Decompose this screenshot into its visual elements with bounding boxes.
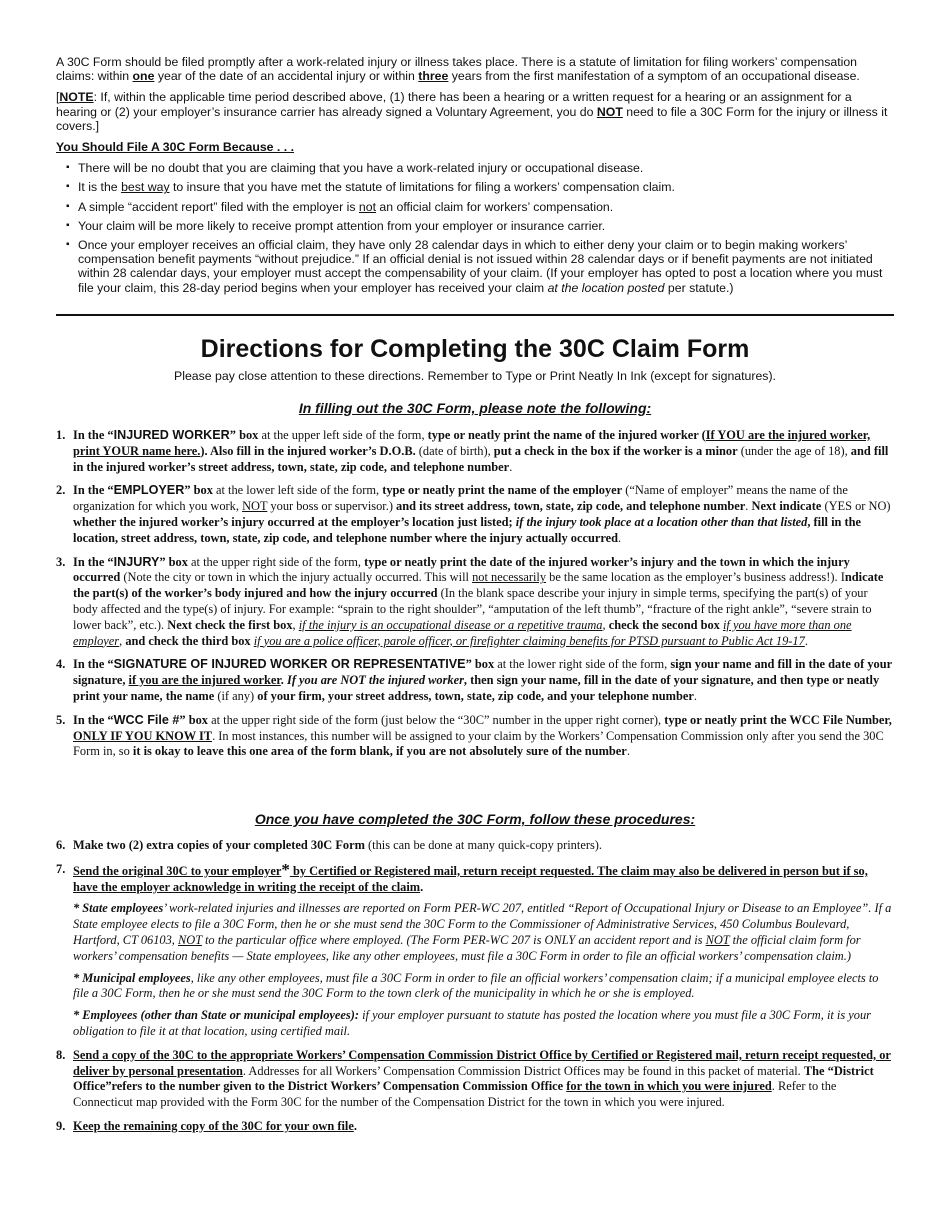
list-item: 1. In the “INJURED WORKER” box at the upper left side of the form, type or neatly print the name of the injured worker (If YOU are the injured worker, print YOUR name here.). Also fill in the injured worker’s D.O.B. (date of birth), put a check in the box if the worker is a minor (under the age of 18), and fill in the injured worker’s street address, town, state, zip code, and telephone number. [56, 428, 889, 474]
employee-notes [73, 901, 894, 1039]
list-item: ▪ There will be no doubt that you are claiming that you have a work-related injury or occupational disease. [66, 161, 894, 175]
list-item: 3. In the “INJURY” box at the upper right side of the form, type or neatly print the date of the injured worker’s injury and the town in which the injury occurred (Note the city or town in which the injury actually occurred. This will not necessarily be the same location as the employer’s business address!). Indicate the part(s) of the worker’s body injured and how the injury occurred (In the blank space describe your injury in simple terms, specifying the part(s) of your body affected and the type(s) of injury. For example: “sprain to the right shoulder”, “amputation of the left thumb”, “fracture of the right ankle”, “severe strain to lower back”, etc.). Next check the first box, if the injury is an occupational disease or a repetitive trauma, check the second box if you have more than one employer, and check the third box if you are a police officer, parole officer, or firefighter claiming benefits for PTSD pursuant to Public Act 19-17. [56, 554, 884, 648]
list-item: ▪ A simple “accident report” filed with the employer is not an official claim for workers’ compensation. [66, 200, 894, 214]
file-reasons-heading: You Should File A 30C Form Because . . . [56, 140, 295, 155]
municipal-employees-note: * Municipal employees, like any other employees, must file a 30C Form in order to file an official workers’ compensation claim; if a municipal employee elects to file a 30C Form, then he or she must send the 30C Form to the town clerk of the municipality in which he or she is employed. [73, 970, 879, 1001]
list-item: 8. Send a copy of the 30C to the appropriate Workers’ Compensation Commission District Office by Certified or Registered mail, return receipt requested, or deliver by personal presentation. Addresses for all Workers’ Compensation Commission District Offices may be found in this packet of material. The “District Office”refers to the number given to the District Workers’ Compensation Commission Office for the town in which you were injured. Refer to the Connecticut map provided with the Form 30C for the number of the Compensation District for the town in which you were injured. [56, 1047, 891, 1110]
list-item: 5. In the “WCC File #” box at the upper right side of the form (just below the “30C” number in the upper right corner), type or neatly print the WCC File Number, ONLY IF YOU KNOW IT. In most instances, this number will be assigned to your claim by the Workers’ Compensation Commission only after you send the 30C Form in, so it is okay to leave this one area of the form blank, if you are not absolutely sure of the number. [56, 712, 892, 759]
state-employees-note: * State employees’ work-related injuries and illnesses are reported on Form PER-WC 207, entitled “Report of Occupational Injury or Disease to an Employee”. If a State employee elects to file a 30C Form, then he or she must send the 30C Form to the Commissioner of Administrative Services, 450 Columbus Boulevard, Hartford, CT 06103, NOT to the particular office where employed. (The Form PER-WC 207 is ONLY an accident report and is NOT the official claim form for workers’ compensation benefits — State employees, like any other employees, must file a 30C Form in order to file an official workers’ compensation claim.) [73, 901, 892, 963]
file-reasons-list [56, 161, 894, 295]
list-item: 6. Make two (2) extra copies of your completed 30C Form (this can be done at many quick-copy printers). [56, 838, 602, 852]
list-item: 9. Keep the remaining copy of the 30C for your own file. [56, 1118, 357, 1133]
page-subtitle: Please pay close attention to these directions. Remember to Type or Print Neatly In Ink (except for signatures). [174, 369, 776, 383]
section-heading-filling: In filling out the 30C Form, please note the following: [298, 400, 652, 416]
intro-section [56, 55, 894, 300]
list-item: 2. In the “EMPLOYER” box at the lower left side of the form, type or neatly print the name of the employer (“Name of employer” means the name of the organization for which you work, NOT your boss or supervisor.) and its street address, town, state, zip code, and telephone number. Next indicate (YES or NO) whether the injured worker’s injury occurred at the employer’s location just listed; if the injury took place at a location other than that listed, fill in the location, street address, town, state, zip code, and telephone number where the injury actually occurred. [56, 483, 891, 545]
intro-paragraph: A 30C Form should be filed promptly after a work-related injury or illness takes place. There is a statute of limitation for filing workers’ compensation claims: within one year of the date of an accidental injury or within three years from the first manifestation of a symptom of an occupational disease. [56, 55, 860, 84]
list-item: ▪ Once your employer receives an official claim, they have only 28 calendar days in which to either deny your claim or to begin making workers’ compensation benefit payments “without prejudice.” If an official denial is not issued within 28 calendar days or if benefit payments are not initiated within 28 calendar days, your employer must accept the compensability of your claim. (If your employer has opted to post a location where you must file your claim, this 28-day period begins when your employer has received your claim at the location posted per statute.) [66, 238, 894, 295]
procedures-list [56, 838, 894, 1143]
filling-instructions-list [56, 428, 894, 768]
list-item: ▪ Your claim will be more likely to receive prompt attention from your employer or insurance carrier. [66, 219, 894, 233]
list-item: 7. Send the original 30C to your employer* by Certified or Registered mail, return receipt requested. The claim may also be delivered in person but if so, have the employer acknowledge in writing the receipt of the claim. [56, 859, 868, 894]
note-paragraph: [NOTE: If, within the applicable time period described above, (1) there has been a hearing or a written request for a hearing or an assignment for a hearing or (2) your employer’s insurance carrier has already signed a Voluntary Agreement, you do NOT need to file a 30C Form for the injury or illness it covers.] [56, 90, 888, 133]
list-item: 4. In the “SIGNATURE OF INJURED WORKER OR REPRESENTATIVE” box at the lower right side of the form, sign your name and fill in the date of your signature, if you are the injured worker. If you are NOT the injured worker, then sign your name, fill in the date of your signature, and then type or neatly print your name, the name (if any) of your firm, your street address, town, state, zip code, and your telephone number. [56, 657, 892, 703]
divider-line [56, 314, 894, 316]
list-item: ▪ It is the best way to insure that you have met the statute of limitations for filing a workers’ compensation claim. [66, 180, 894, 194]
page-title: Directions for Completing the 30C Claim Form [200, 335, 750, 363]
other-employees-note: * Employees (other than State or municipal employees): if your employer pursuant to statute has posted the location where you must file a 30C Form, it is your obligation to file it at that location, using certified mail. [73, 1008, 872, 1038]
section-heading-procedures: Once you have completed the 30C Form, follow these procedures: [254, 811, 696, 827]
